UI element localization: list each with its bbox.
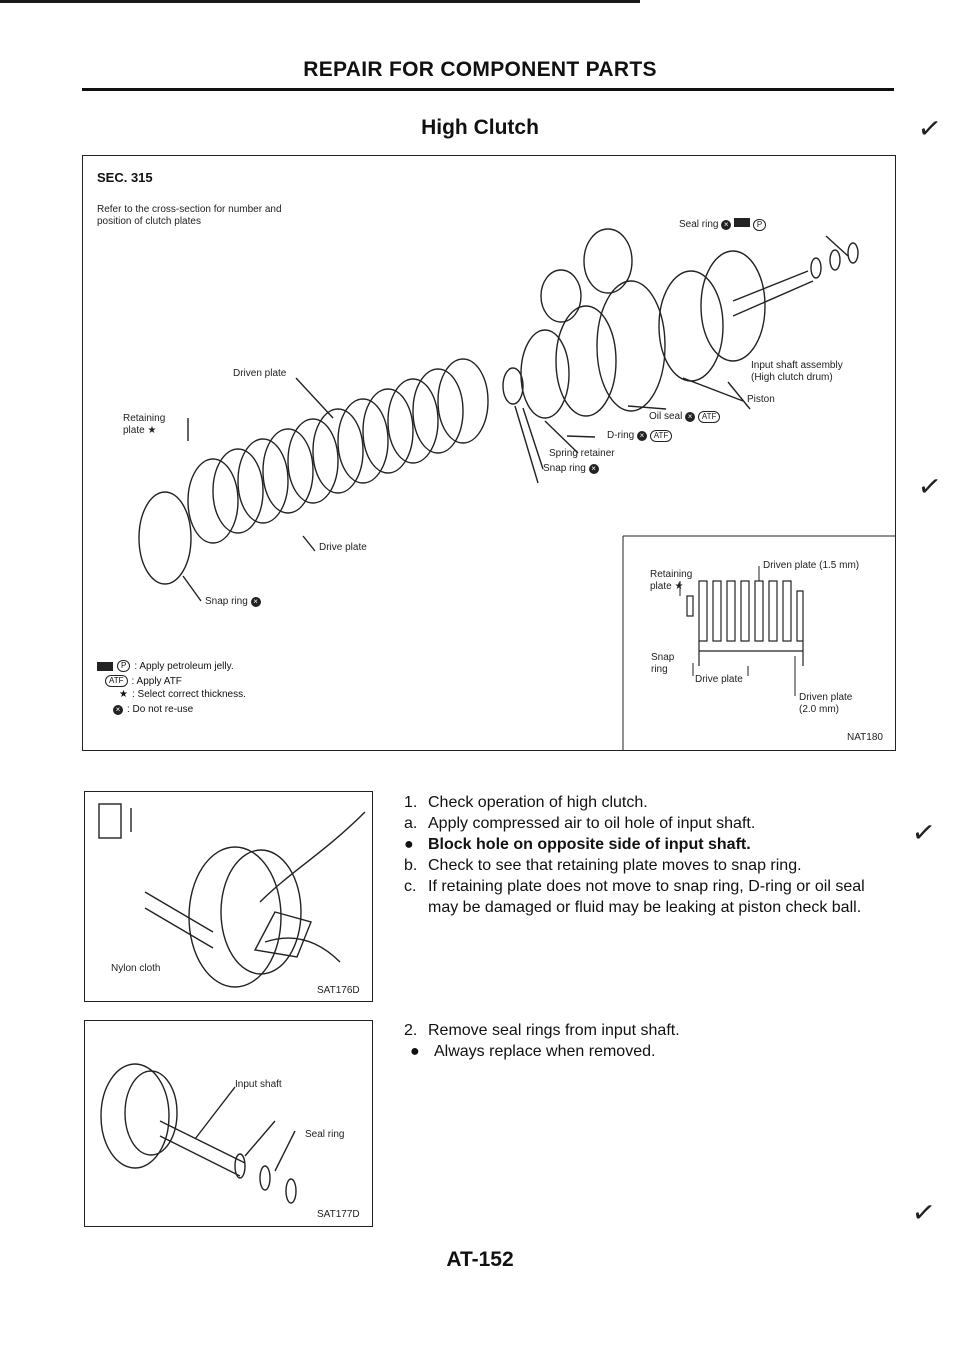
piston-part [556,306,616,416]
section-number: SEC. 315 [97,170,153,185]
label-snap-ring-right: Snap ring × [543,463,599,474]
page-header-title: REPAIR FOR COMPONENT PARTS [303,58,657,81]
label-high-clutch-drum: (High clutch drum) [751,372,833,383]
petroleum-jelly-icon [734,218,750,227]
label-input-shaft: Input shaft [235,1079,282,1090]
check-mark-icon: ✓ [915,111,944,146]
atf-icon: ATF [698,411,721,423]
do-not-reuse-icon: × [721,220,731,230]
oil-seal-part [597,281,665,411]
check-mark-icon: ✓ [909,815,938,850]
seal-ring-part [235,1154,245,1178]
label-piston: Piston [747,394,775,405]
air-check-figure [84,791,373,1002]
inset-driven-bottom-size: (2.0 mm) [799,704,839,715]
inset-ring: ring [651,664,668,675]
inset-retaining: Retaining [650,569,693,580]
step-item: may be damaged or fluid may be leaking at piston check ball. [428,899,862,916]
exploded-view-figure [82,155,896,751]
legend-row-no-reuse: × : Do not re-use [113,704,193,715]
label-driven-plate: Driven plate [233,368,287,379]
do-not-reuse-icon: × [685,412,695,422]
step-item: 1. Check operation of high clutch. [404,794,648,811]
label-nylon-cloth: Nylon cloth [111,963,161,974]
label-retaining-plate: Retaining [123,413,166,424]
p-symbol-icon: P [753,219,766,231]
do-not-reuse-icon: × [113,705,123,715]
label-oil-seal: Oil seal × ATF [649,411,720,423]
seal-ring-part [503,368,523,404]
figure-code: SAT176D [317,985,360,996]
figure-note-line2: position of clutch plates [97,216,201,227]
check-mark-icon: ✓ [915,469,944,504]
petroleum-jelly-icon [97,662,113,671]
figure-code: SAT177D [317,1209,360,1220]
legend-row-thickness: ★ : Select correct thickness. [119,689,246,700]
clutch-drum [659,271,723,381]
inset-driven-bottom: Driven plate [799,692,853,703]
seal-ring-part [286,1179,296,1203]
air-icon [99,804,121,838]
seal-ring-figure [84,1020,373,1227]
label-seal-ring: Seal ring [305,1129,345,1140]
label-seal-ring: Seal ring × P [679,218,766,231]
p-symbol-icon: P [117,660,130,672]
legend-row-petroleum: P : Apply petroleum jelly. [97,660,234,672]
inset-drive-plate: Drive plate [695,674,743,685]
do-not-reuse-icon: × [589,464,599,474]
step-list-1 [404,792,904,918]
label-input-shaft: Input shaft assembly [751,360,843,371]
section-title: High Clutch [421,116,539,139]
figure-note-line1: Refer to the cross-section for number and [97,204,282,215]
legend-row-atf: ATF : Apply ATF [105,675,182,687]
atf-icon: ATF [105,675,128,687]
seal-ring-drawing [85,1021,372,1226]
label-d-ring: D-ring × ATF [607,430,672,442]
retainer-part [584,229,632,293]
step-item: a. Apply compressed air to oil hole of input shaft. [404,815,756,832]
d-ring-part [521,330,569,418]
top-border [0,0,640,3]
seal-ring-part [260,1166,270,1190]
label-retaining-plate-star: plate ★ [123,425,157,436]
do-not-reuse-icon: × [637,431,647,441]
page-number: AT-152 [446,1248,514,1271]
inset-plate: plate ★ [650,581,684,592]
star-icon: ★ [119,689,128,700]
do-not-reuse-icon: × [251,597,261,607]
step-item: ● Always replace when removed. [410,1043,656,1060]
label-snap-ring-left: Snap ring × [205,596,261,607]
clutch-drum [189,847,281,987]
label-drive-plate: Drive plate [319,542,367,553]
check-mark-icon: ✓ [909,1195,938,1230]
inset-snap: Snap [651,652,675,663]
step-list-2 [404,1020,884,1062]
step-item: ● Block hole on opposite side of input shaft. [404,836,751,853]
figure-code: NAT180 [847,732,883,743]
retainer-part [541,270,581,322]
atf-icon: ATF [650,430,673,442]
inset-driven-top: Driven plate (1.5 mm) [763,560,860,571]
step-item: 2. Remove seal rings from input shaft. [404,1022,680,1039]
header-rule [82,88,894,91]
step-item: c. If retaining plate does not move to snap ring, D-ring or oil seal [404,878,865,895]
label-spring-retainer: Spring retainer [549,448,615,459]
snap-ring-left [139,492,191,584]
step-item: b. Check to see that retaining plate moves to snap ring. [404,857,802,874]
